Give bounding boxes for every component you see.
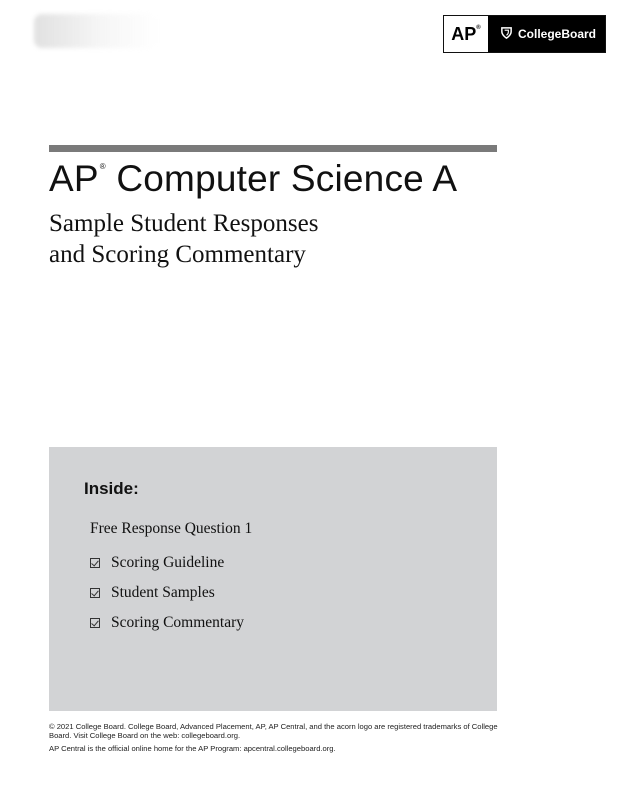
- ap-logo: AP ®: [444, 16, 488, 52]
- list-item-label: Student Samples: [111, 584, 215, 601]
- acorn-icon: [500, 26, 513, 42]
- checkbox-checked-icon: [90, 618, 100, 628]
- title-main: Computer Science A: [116, 158, 458, 199]
- free-response-question-label: Free Response Question 1: [90, 520, 253, 537]
- list-item-label: Scoring Guideline: [111, 554, 225, 571]
- footer: [49, 722, 499, 753]
- page-title: AP® Computer Science A: [49, 158, 458, 199]
- checkbox-checked-icon: [90, 558, 100, 568]
- list-item: [90, 578, 244, 608]
- collegeboard-logo-text: CollegeBoard: [518, 27, 597, 41]
- list-item-label: Scoring Commentary: [111, 614, 245, 631]
- ap-collegeboard-logo: [443, 15, 606, 53]
- ap-central-notice: AP Central is the official online home for the AP Program: apcentral.collegeboard.org.: [49, 743, 336, 753]
- inside-heading: Inside:: [84, 479, 139, 498]
- subtitle-line-1: Sample Student Responses: [49, 210, 319, 237]
- title-prefix: AP: [49, 158, 99, 199]
- subtitle-line-2: and Scoring Commentary: [49, 241, 306, 268]
- list-item: [90, 608, 244, 638]
- copyright-notice: © 2021 College Board. College Board, Advanced Placement, AP, AP Central, and the acorn logo are registered trademarks of College Board. Visit College Board on the web: collegeboard.org.: [49, 722, 498, 741]
- checkbox-checked-icon: [90, 588, 100, 598]
- title-rule: [49, 145, 497, 152]
- ap-logo-text: AP: [451, 23, 477, 44]
- inside-list: [90, 548, 244, 638]
- page-subtitle: [49, 208, 318, 270]
- redacted-watermark: [34, 14, 158, 48]
- inside-contents-panel: [49, 447, 497, 711]
- list-item: [90, 548, 244, 578]
- collegeboard-logo: [488, 16, 605, 52]
